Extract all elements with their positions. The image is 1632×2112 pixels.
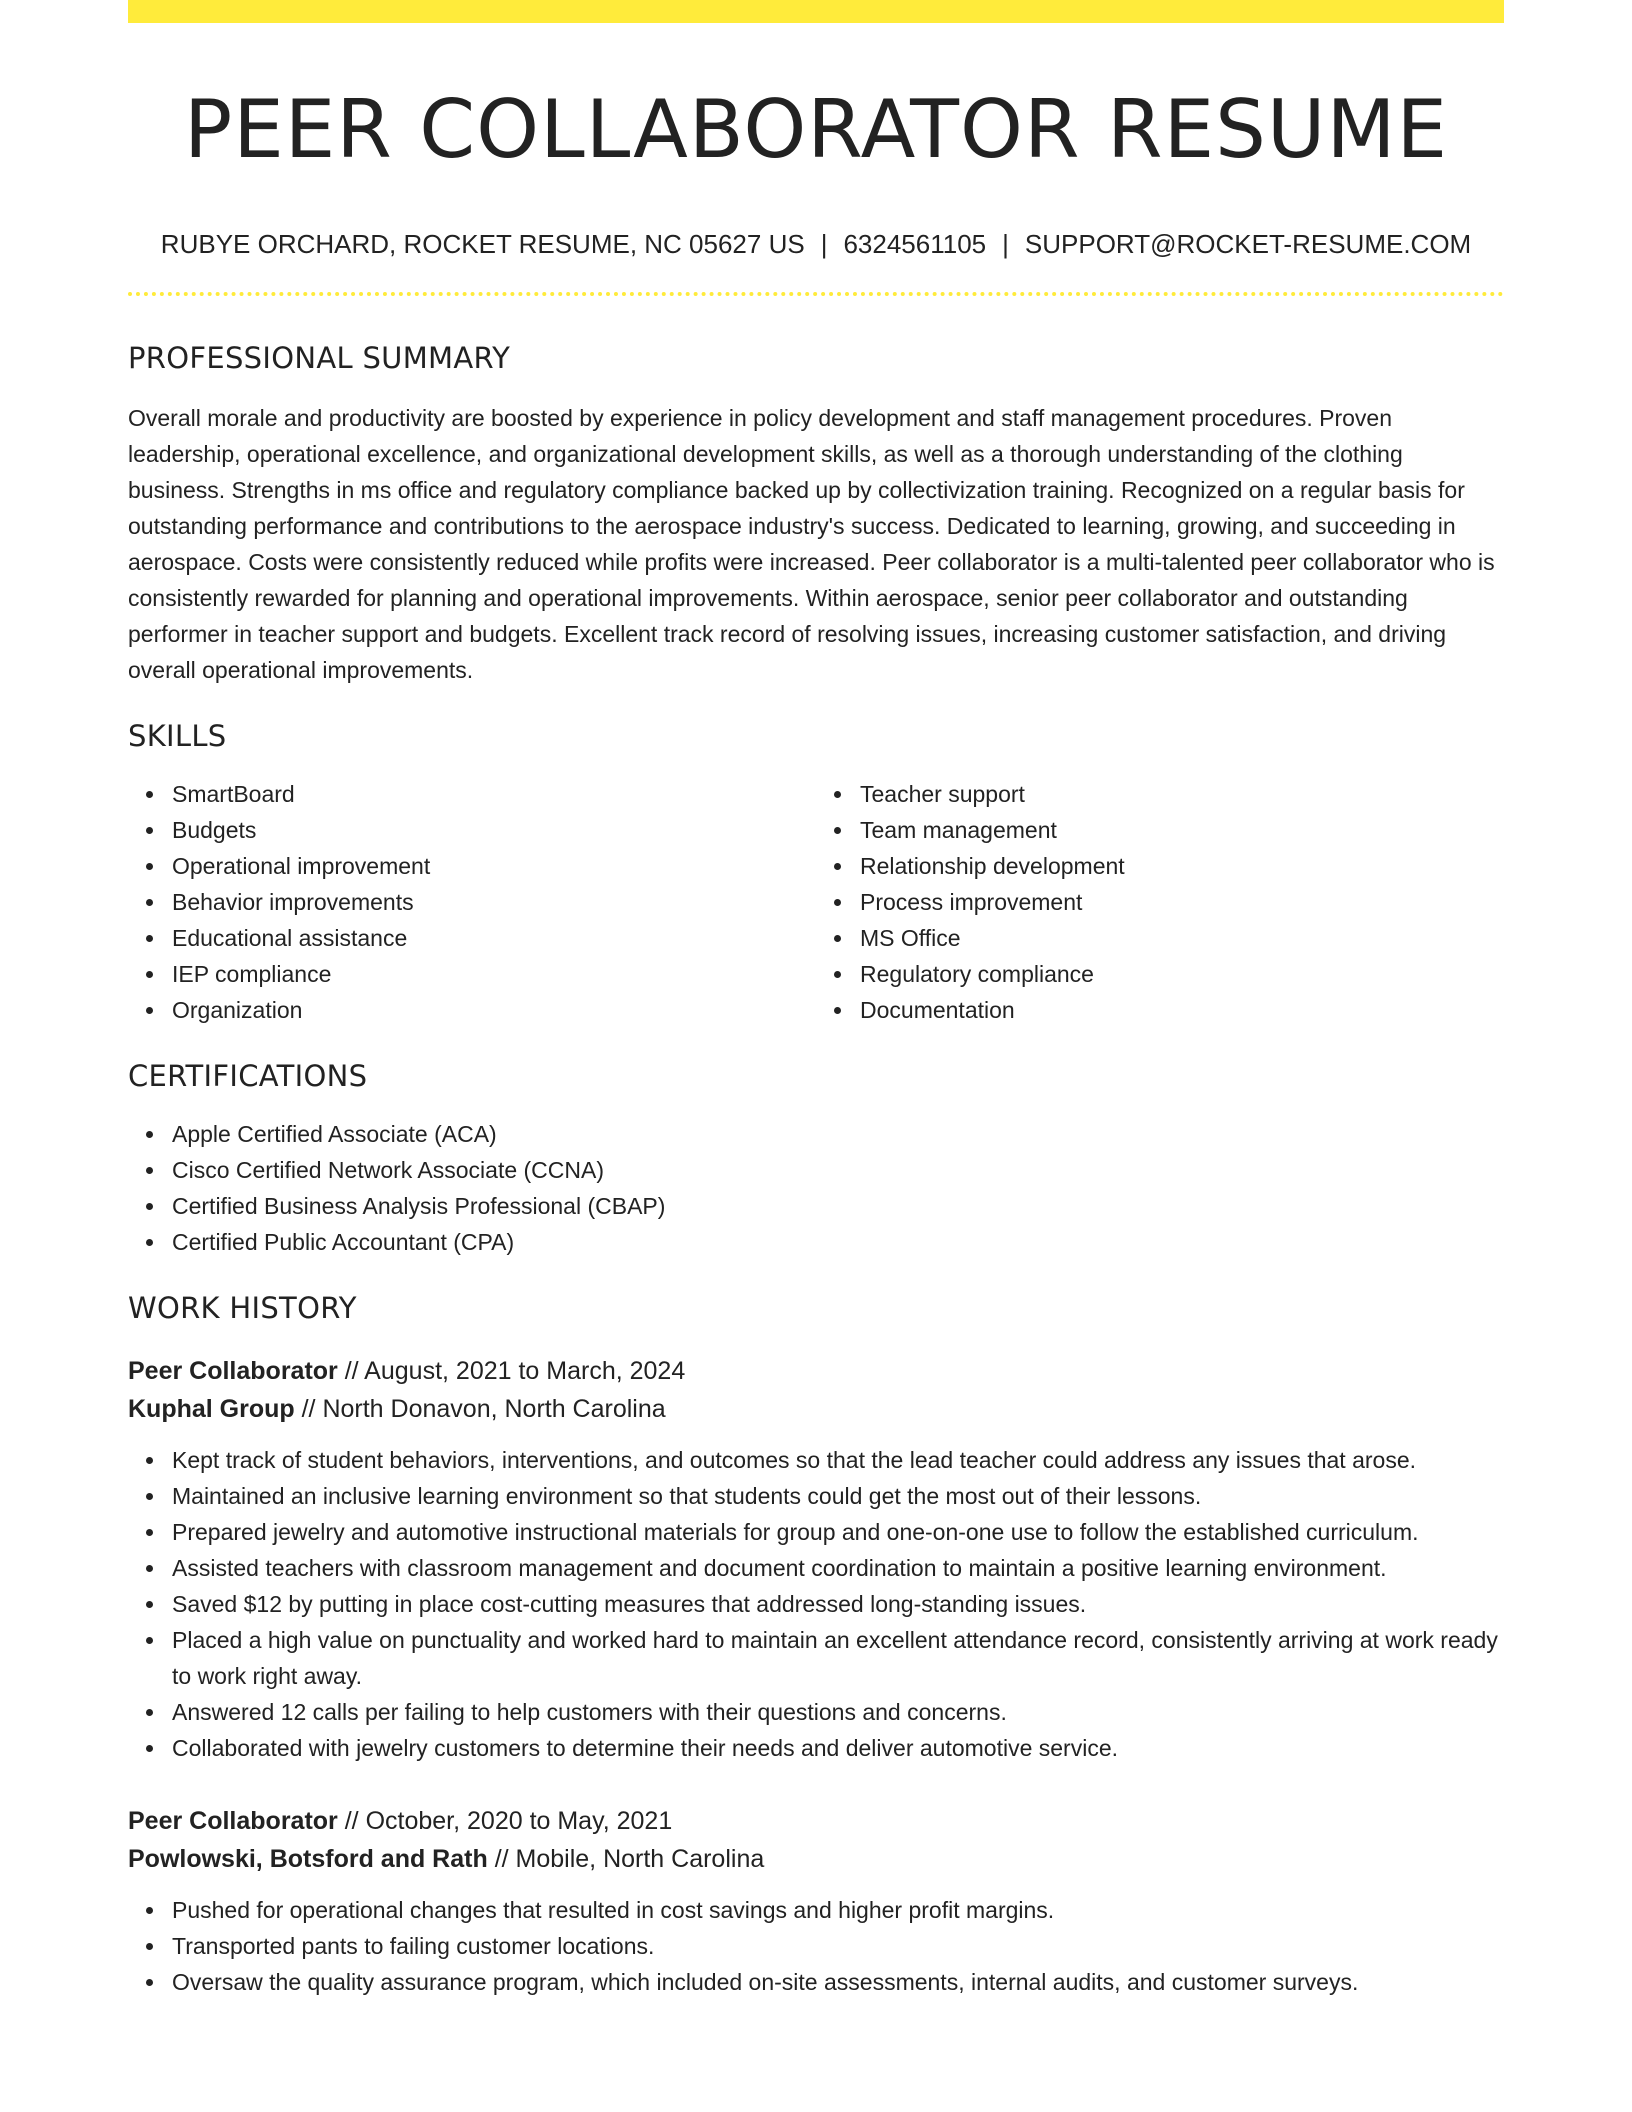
- skill-item: Operational improvement: [172, 848, 816, 884]
- summary-text: Overall morale and productivity are boosted by experience in policy development and staff management procedures. Proven leadership, operational excellence, and organizational development skills, as well as a thorough understanding of the clothing business. Strengths in ms office and regulatory compliance backed up by collectivization training. Recognized on a regular basis for outstanding performance and contributions to the aerospace industry's success. Dedicated to learning, growing, and succeeding in aerospace. Costs were consistently reduced while profits were increased. Peer collaborator is a multi-talented peer collaborator who is consistently rewarded for planning and operational improvements. Within aerospace, senior peer collaborator and outstanding performer in teacher support and budgets. Excellent track record of resolving issues, increasing customer satisfaction, and driving overall operational improvements.: [128, 405, 1495, 683]
- job-dates: // August, 2021 to March, 2024: [337, 1357, 686, 1385]
- skills-right-list: [816, 776, 1504, 1028]
- skills-left-list: [128, 776, 816, 1028]
- job-bullet: Kept track of student behaviors, interventions, and outcomes so that the lead teacher could address any issues that arose.: [172, 1442, 1504, 1478]
- job-bullet: Placed a high value on punctuality and worked hard to maintain an excellent attendance record, consistently arriving at work ready to work right away.: [172, 1622, 1504, 1694]
- job-role-line: [128, 1352, 1504, 1390]
- job-bullet: Collaborated with jewelry customers to determine their needs and deliver automotive service.: [172, 1730, 1504, 1766]
- summary-section: [128, 340, 1504, 688]
- skill-item: Team management: [860, 812, 1504, 848]
- certifications-list: [128, 1116, 1504, 1260]
- job-company: Kuphal Group: [128, 1395, 295, 1423]
- job-bullet: Pushed for operational changes that resulted in cost savings and higher profit margins.: [172, 1892, 1504, 1928]
- job-bullet: Transported pants to failing customer locations.: [172, 1928, 1504, 1964]
- job-bullet: Saved $12 by putting in place cost-cutting measures that addressed long-standing issues.: [172, 1586, 1504, 1622]
- skill-item: MS Office: [860, 920, 1504, 956]
- certification-item: Cisco Certified Network Associate (CCNA): [172, 1152, 1504, 1188]
- job-location: // Mobile, North Carolina: [487, 1845, 765, 1873]
- job-dates: // October, 2020 to May, 2021: [337, 1807, 673, 1835]
- contact-address: RUBYE ORCHARD, ROCKET RESUME, NC 05627 US: [160, 229, 805, 259]
- skill-item: Regulatory compliance: [860, 956, 1504, 992]
- certifications-section: [128, 1058, 1504, 1260]
- job-bullets: [128, 1442, 1504, 1766]
- job-bullet: Maintained an inclusive learning environment so that students could get the most out of their lessons.: [172, 1478, 1504, 1514]
- job-role: Peer Collaborator: [128, 1357, 338, 1385]
- skill-item: SmartBoard: [172, 776, 816, 812]
- skills-section: [128, 718, 1504, 1028]
- certification-item: Certified Public Accountant (CPA): [172, 1224, 1504, 1260]
- skill-item: Educational assistance: [172, 920, 816, 956]
- job-entry: [128, 1352, 1504, 1766]
- job-company-line: [128, 1840, 1504, 1878]
- certifications-heading: CERTIFICATIONS: [128, 1059, 368, 1093]
- job-bullet: Oversaw the quality assurance program, which included on-site assessments, internal audits, and customer surveys.: [172, 1964, 1504, 2000]
- work-history-section: [128, 1290, 1504, 2000]
- contact-separator: |: [1002, 229, 1009, 259]
- contact-email: SUPPORT@ROCKET-RESUME.COM: [1024, 229, 1472, 259]
- resume-content: [128, 0, 1504, 2000]
- job-company-line: [128, 1390, 1504, 1428]
- skill-item: Behavior improvements: [172, 884, 816, 920]
- job-role-line: [128, 1802, 1504, 1840]
- skills-heading: SKILLS: [128, 719, 227, 753]
- job-bullet: Answered 12 calls per failing to help customers with their questions and concerns.: [172, 1694, 1504, 1730]
- skill-item: Relationship development: [860, 848, 1504, 884]
- skill-item: Documentation: [860, 992, 1504, 1028]
- job-bullet: Assisted teachers with classroom management and document coordination to maintain a positive learning environment.: [172, 1550, 1504, 1586]
- work-history-heading: WORK HISTORY: [128, 1291, 357, 1325]
- certification-item: Apple Certified Associate (ACA): [172, 1116, 1504, 1152]
- summary-heading: PROFESSIONAL SUMMARY: [128, 341, 511, 375]
- contact-phone: 6324561105: [843, 229, 987, 259]
- resume-title: PEER COLLABORATOR RESUME: [183, 83, 1449, 176]
- job-company: Powlowski, Botsford and Rath: [128, 1845, 488, 1873]
- job-bullets: [128, 1892, 1504, 2000]
- job-entry: [128, 1802, 1504, 2000]
- contact-line: [128, 228, 1504, 260]
- job-bullet: Prepared jewelry and automotive instructional materials for group and one-on-one use to follow the established curriculum.: [172, 1514, 1504, 1550]
- dotted-divider: [128, 292, 1504, 296]
- certification-item: Certified Business Analysis Professional (CBAP): [172, 1188, 1504, 1224]
- skill-item: Teacher support: [860, 776, 1504, 812]
- skill-item: Organization: [172, 992, 816, 1028]
- job-location: // North Donavon, North Carolina: [294, 1395, 666, 1423]
- skills-columns: [128, 776, 1504, 1028]
- skill-item: Budgets: [172, 812, 816, 848]
- skill-item: IEP compliance: [172, 956, 816, 992]
- job-role: Peer Collaborator: [128, 1807, 338, 1835]
- contact-separator: |: [820, 229, 828, 259]
- skill-item: Process improvement: [860, 884, 1504, 920]
